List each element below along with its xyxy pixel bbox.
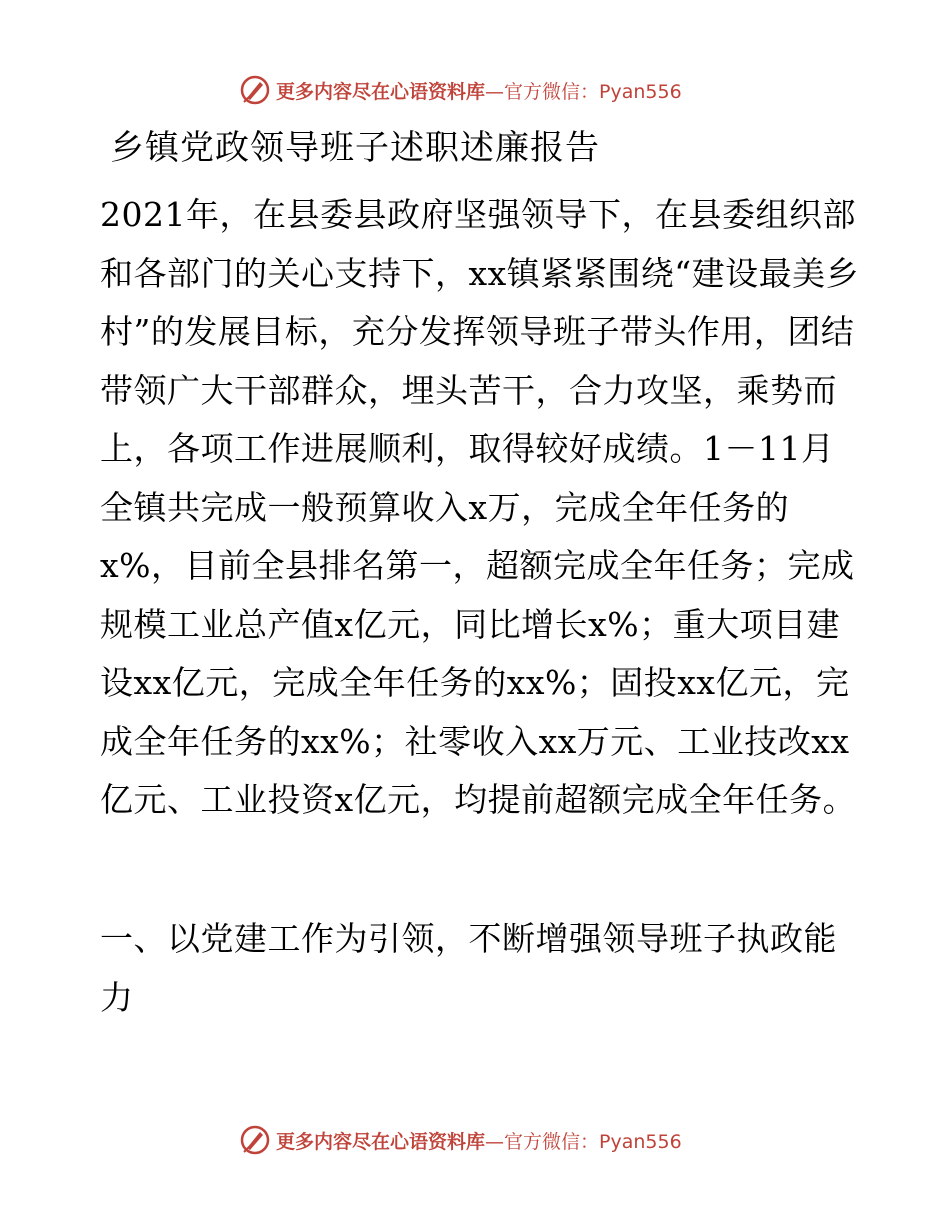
watermark-main-text: 更多内容尽在心语资料库 [276, 80, 486, 103]
quill-pen-logo-icon [238, 73, 272, 107]
header-watermark [238, 70, 682, 110]
watermark-contact-text: —官方微信：Pyan556 [485, 80, 682, 103]
document-title: 乡镇党政领导班子述职述廉报告 [110, 128, 600, 168]
watermark-text [276, 1127, 682, 1154]
watermark-contact-text: —官方微信：Pyan556 [485, 1130, 682, 1153]
watermark-text [276, 77, 682, 104]
body-paragraph: 2021年，在县委县政府坚强领导下，在县委组织部和各部门的关心支持下，xx镇紧紧围绕“建设最美乡村”的发展目标，充分发挥领导班子带头作用，团结带领广大干部群众，埋头苦干，合力攻坚，乘势而上，各项工作进展顺利，取得较好成绩。1－11月全镇共完成一般预算收入x万，完成全年任务的x%，目前全县排名第一，超额完成全年任务；完成规模工业总产值x亿元，同比增长x%；重大项目建设xx亿元，完成全年任务的xx%；固投xx亿元，完成全年任务的xx%；社零收入xx万元、工业技改xx亿元、工业投资x亿元，均提前超额完成全年任务。 [100, 195, 860, 819]
quill-pen-logo-icon [238, 1123, 272, 1157]
section-heading: 一、以党建工作为引领，不断增强领导班子执政能力 [100, 919, 837, 1017]
footer-watermark [238, 1120, 682, 1160]
watermark-main-text: 更多内容尽在心语资料库 [276, 1130, 486, 1153]
